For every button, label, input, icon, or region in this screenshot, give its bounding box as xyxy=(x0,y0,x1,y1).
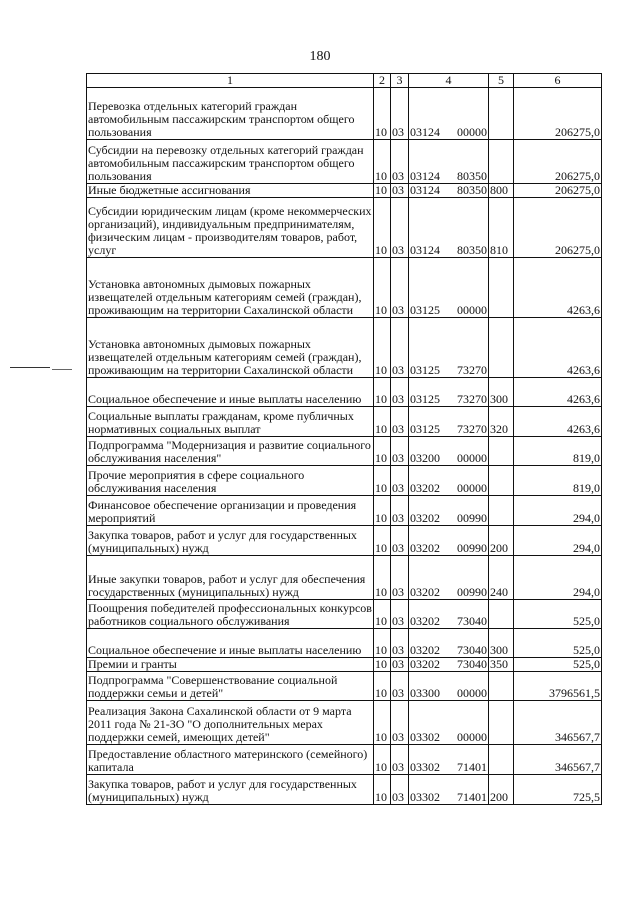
expense-type-cell: 300 xyxy=(489,629,514,658)
table-row xyxy=(87,496,602,526)
direction-code: 73270 xyxy=(457,363,487,377)
table-row xyxy=(87,88,602,140)
amount-cell: 3796561,5 xyxy=(514,672,602,701)
section-code-cell: 10 xyxy=(374,437,391,466)
subsection-code-cell: 03 xyxy=(391,600,409,629)
direction-code: 00990 xyxy=(457,585,487,599)
direction-code: 71401 xyxy=(457,790,487,804)
expense-type-cell: 800 xyxy=(489,184,514,198)
expense-type-cell xyxy=(489,600,514,629)
row-name-cell: Премии и гранты xyxy=(87,658,374,672)
subsection-code-cell: 03 xyxy=(391,745,409,775)
direction-code: 73270 xyxy=(457,422,487,436)
section-code-cell: 10 xyxy=(374,184,391,198)
column-header-3: 3 xyxy=(391,74,409,88)
amount-cell: 294,0 xyxy=(514,496,602,526)
table-row xyxy=(87,745,602,775)
expense-type-cell xyxy=(489,672,514,701)
target-article-cell xyxy=(409,184,489,198)
row-name-cell: Закупка товаров, работ и услуг для государственных (муниципальных) нужд xyxy=(87,775,374,805)
row-name-cell: Подпрограмма "Совершенствование социальной поддержки семьи и детей" xyxy=(87,672,374,701)
expense-type-cell: 810 xyxy=(489,198,514,258)
target-article-cell xyxy=(409,466,489,496)
section-code-cell: 10 xyxy=(374,658,391,672)
subsection-code-cell: 03 xyxy=(391,407,409,437)
direction-code: 00000 xyxy=(457,303,487,317)
program-code: 03124 xyxy=(410,125,440,139)
column-header-6: 6 xyxy=(514,74,602,88)
amount-cell: 525,0 xyxy=(514,629,602,658)
target-article-cell xyxy=(409,745,489,775)
column-header-1: 1 xyxy=(87,74,374,88)
subsection-code-cell: 03 xyxy=(391,318,409,378)
row-name-cell: Реализация Закона Сахалинской области от 9 марта 2011 года № 21-ЗО "О дополнительных мерах поддержки семей, имеющих детей" xyxy=(87,701,374,745)
row-name-cell: Поощрения победителей профессиональных конкурсов работников социального обслуживания xyxy=(88,601,372,628)
direction-code: 00000 xyxy=(457,451,487,465)
scan-artifact-line xyxy=(52,369,72,370)
table-row xyxy=(87,466,602,496)
program-code: 03125 xyxy=(410,422,440,436)
amount-cell: 819,0 xyxy=(514,466,602,496)
amount-cell: 206275,0 xyxy=(514,140,602,184)
program-code: 03202 xyxy=(410,585,440,599)
section-code-cell: 10 xyxy=(374,701,391,745)
scan-artifact-line xyxy=(10,367,50,368)
section-code-cell: 10 xyxy=(374,496,391,526)
table-row xyxy=(87,600,602,629)
expense-type-cell xyxy=(489,318,514,378)
row-name-cell: Предоставление областного материнского (семейного) капитала xyxy=(87,745,374,775)
amount-cell: 4263,6 xyxy=(514,258,602,318)
section-code-cell: 10 xyxy=(374,198,391,258)
target-article-cell xyxy=(409,437,489,466)
target-article-cell xyxy=(409,775,489,805)
target-article-cell xyxy=(409,658,489,672)
expense-type-cell: 200 xyxy=(489,775,514,805)
expense-type-cell xyxy=(489,701,514,745)
section-code-cell: 10 xyxy=(374,600,391,629)
program-code: 03125 xyxy=(410,363,440,377)
column-header-2: 2 xyxy=(374,74,391,88)
section-code-cell: 10 xyxy=(374,88,391,140)
direction-code: 73040 xyxy=(457,657,487,671)
row-name-cell: Социальное обеспечение и иные выплаты населению xyxy=(87,378,374,407)
expense-type-cell: 320 xyxy=(489,407,514,437)
expense-type-cell xyxy=(489,496,514,526)
program-code: 03302 xyxy=(410,730,440,744)
direction-code: 00000 xyxy=(457,730,487,744)
target-article-cell xyxy=(409,629,489,658)
row-name-cell: Субсидии юридическим лицам (кроме некоммерческих организаций), индивидуальным предпринимателям, физическим лицам - производителям товаров, работ, услуг xyxy=(87,198,374,258)
subsection-code-cell: 03 xyxy=(391,437,409,466)
direction-code: 73040 xyxy=(457,614,487,628)
program-code: 03200 xyxy=(410,451,440,465)
table-row xyxy=(87,407,602,437)
table-row xyxy=(87,258,602,318)
subsection-code-cell: 03 xyxy=(391,672,409,701)
page-number: 180 xyxy=(309,49,331,64)
amount-cell: 294,0 xyxy=(514,526,602,556)
section-code-cell: 10 xyxy=(374,672,391,701)
section-code-cell: 10 xyxy=(374,140,391,184)
row-name-cell: Субсидии на перевозку отдельных категорий граждан автомобильным пассажирским транспортом общего пользования xyxy=(87,140,374,184)
direction-code: 80350 xyxy=(457,243,487,257)
target-article-cell xyxy=(409,701,489,745)
table-row xyxy=(87,184,602,198)
target-article-cell xyxy=(409,258,489,318)
target-article-cell xyxy=(409,600,489,629)
amount-cell: 206275,0 xyxy=(514,184,602,198)
program-code: 03202 xyxy=(410,481,440,495)
budget-table xyxy=(86,73,602,805)
section-code-cell: 10 xyxy=(374,407,391,437)
expense-type-cell xyxy=(489,466,514,496)
expense-type-cell xyxy=(489,140,514,184)
table-row xyxy=(87,198,602,258)
section-code-cell: 10 xyxy=(374,775,391,805)
subsection-code-cell: 03 xyxy=(391,378,409,407)
amount-cell: 206275,0 xyxy=(514,198,602,258)
amount-cell: 4263,6 xyxy=(514,407,602,437)
direction-code: 00000 xyxy=(457,481,487,495)
section-code-cell: 10 xyxy=(374,378,391,407)
table-row xyxy=(87,775,602,805)
target-article-cell xyxy=(409,672,489,701)
program-code: 03302 xyxy=(410,790,440,804)
amount-cell: 346567,7 xyxy=(514,745,602,775)
direction-code: 00990 xyxy=(457,511,487,525)
subsection-code-cell: 03 xyxy=(391,775,409,805)
subsection-code-cell: 03 xyxy=(391,198,409,258)
program-code: 03202 xyxy=(410,614,440,628)
expense-type-cell xyxy=(489,745,514,775)
row-name-cell: Прочие мероприятия в сфере социального обслуживания населения xyxy=(87,466,374,496)
program-code: 03124 xyxy=(410,243,440,257)
subsection-code-cell: 03 xyxy=(391,658,409,672)
row-name-cell: Установка автономных дымовых пожарных извещателей отдельным категориям семей (граждан), проживающим на территории Сахалинской области xyxy=(87,318,374,378)
amount-cell: 294,0 xyxy=(514,556,602,600)
program-code: 03202 xyxy=(410,541,440,555)
target-article-cell xyxy=(409,88,489,140)
section-code-cell: 10 xyxy=(374,466,391,496)
expense-type-cell: 350 xyxy=(489,658,514,672)
direction-code: 80350 xyxy=(457,169,487,183)
table-row xyxy=(87,526,602,556)
header-row xyxy=(87,74,602,88)
subsection-code-cell: 03 xyxy=(391,629,409,658)
row-name-cell: Закупка товаров, работ и услуг для государственных (муниципальных) нужд xyxy=(87,526,374,556)
program-code: 03202 xyxy=(410,657,440,671)
table-row xyxy=(87,556,602,600)
row-name-cell: Финансовое обеспечение организации и проведения мероприятий xyxy=(87,496,374,526)
expense-type-cell: 300 xyxy=(489,378,514,407)
row-name-cell: Социальные выплаты гражданам, кроме публичных нормативных социальных выплат xyxy=(87,407,374,437)
table-row xyxy=(87,437,602,466)
target-article-cell xyxy=(409,526,489,556)
target-article-cell xyxy=(409,140,489,184)
table-row xyxy=(87,672,602,701)
row-name-cell: Иные закупки товаров, работ и услуг для обеспечения государственных (муниципальных) нужд xyxy=(87,556,374,600)
row-name-cell: Установка автономных дымовых пожарных извещателей отдельным категориям семей (граждан), проживающим на территории Сахалинской области xyxy=(87,258,374,318)
direction-code: 00990 xyxy=(457,541,487,555)
amount-cell: 525,0 xyxy=(514,658,602,672)
direction-code: 73270 xyxy=(457,392,487,406)
table-row xyxy=(87,701,602,745)
section-code-cell: 10 xyxy=(374,258,391,318)
subsection-code-cell: 03 xyxy=(391,556,409,600)
subsection-code-cell: 03 xyxy=(391,466,409,496)
section-code-cell: 10 xyxy=(374,556,391,600)
row-name-cell: Перевозка отдельных категорий граждан автомобильным пассажирским транспортом общего пользования xyxy=(87,88,374,140)
subsection-code-cell: 03 xyxy=(391,526,409,556)
table-row xyxy=(87,658,602,672)
row-name-cell: Подпрограмма "Модернизация и развитие социального обслуживания населения" xyxy=(87,437,374,466)
expense-type-cell xyxy=(489,258,514,318)
table-row xyxy=(87,318,602,378)
table-row xyxy=(87,629,602,658)
amount-cell: 206275,0 xyxy=(514,88,602,140)
subsection-code-cell: 03 xyxy=(391,496,409,526)
target-article-cell xyxy=(409,198,489,258)
amount-cell: 4263,6 xyxy=(514,318,602,378)
subsection-code-cell: 03 xyxy=(391,140,409,184)
section-code-cell: 10 xyxy=(374,745,391,775)
program-code: 03302 xyxy=(410,760,440,774)
program-code: 03125 xyxy=(410,392,440,406)
subsection-code-cell: 03 xyxy=(391,258,409,318)
section-code-cell: 10 xyxy=(374,318,391,378)
expense-type-cell xyxy=(489,88,514,140)
amount-cell: 725,5 xyxy=(514,775,602,805)
section-code-cell: 10 xyxy=(374,629,391,658)
program-code: 03124 xyxy=(410,183,440,197)
amount-cell: 346567,7 xyxy=(514,701,602,745)
direction-code: 71401 xyxy=(457,760,487,774)
column-header-4: 4 xyxy=(409,74,489,88)
amount-cell: 819,0 xyxy=(514,437,602,466)
expense-type-cell: 200 xyxy=(489,526,514,556)
target-article-cell xyxy=(409,378,489,407)
direction-code: 00000 xyxy=(457,686,487,700)
section-code-cell: 10 xyxy=(374,526,391,556)
direction-code: 73040 xyxy=(457,643,487,657)
expense-type-cell: 240 xyxy=(489,556,514,600)
program-code: 03125 xyxy=(410,303,440,317)
direction-code: 00000 xyxy=(457,125,487,139)
row-name-cell: Иные бюджетные ассигнования xyxy=(87,184,374,198)
program-code: 03300 xyxy=(410,686,440,700)
subsection-code-cell: 03 xyxy=(391,184,409,198)
target-article-cell xyxy=(409,318,489,378)
direction-code: 80350 xyxy=(457,183,487,197)
amount-cell: 525,0 xyxy=(514,600,602,629)
target-article-cell xyxy=(409,496,489,526)
row-name-cell: Социальное обеспечение и иные выплаты населению xyxy=(87,629,374,658)
target-article-cell xyxy=(409,407,489,437)
program-code: 03202 xyxy=(410,643,440,657)
target-article-cell xyxy=(409,556,489,600)
program-code: 03124 xyxy=(410,169,440,183)
amount-cell: 4263,6 xyxy=(514,378,602,407)
column-header-5: 5 xyxy=(489,74,514,88)
expense-type-cell xyxy=(489,437,514,466)
subsection-code-cell: 03 xyxy=(391,701,409,745)
program-code: 03202 xyxy=(410,511,440,525)
subsection-code-cell: 03 xyxy=(391,88,409,140)
table-row xyxy=(87,378,602,407)
table-row xyxy=(87,140,602,184)
